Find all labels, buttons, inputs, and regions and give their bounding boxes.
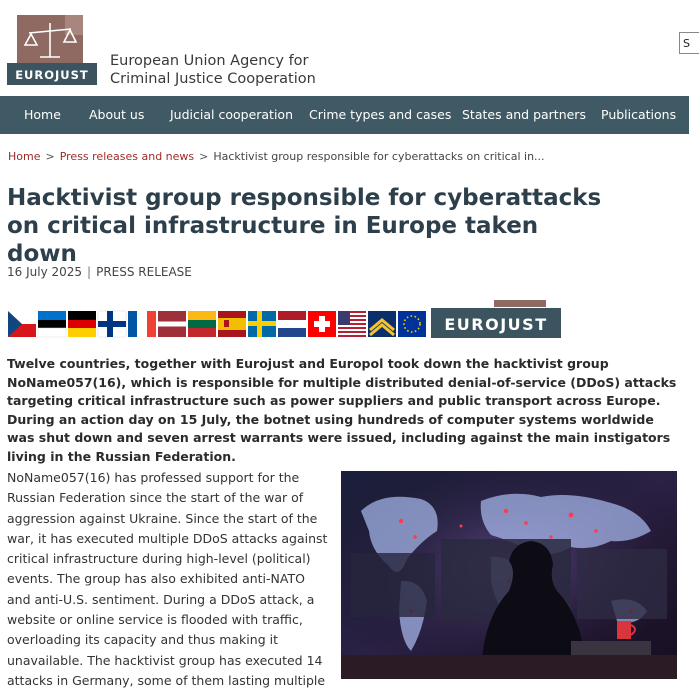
breadcrumb-separator: >	[45, 150, 55, 163]
breadcrumb-press-releases[interactable]: Press releases and news	[59, 150, 195, 163]
breadcrumb-separator: >	[199, 150, 209, 163]
latvia-flag	[158, 311, 186, 337]
article-type: PRESS RELEASE	[96, 265, 192, 279]
france-flag	[128, 311, 156, 337]
page-title-line2: on critical infrastructure in Europe taken down	[7, 213, 539, 267]
eurojust-logo[interactable]	[7, 13, 97, 86]
page-title-line1: Hacktivist group responsible for cyberattacks	[7, 185, 602, 211]
agency-name	[110, 52, 316, 88]
agency-name-line1: European Union Agency for	[110, 53, 309, 69]
nav-item-home[interactable]: Home	[24, 107, 61, 122]
banner-logo-wordmark: EUROJUST	[444, 315, 548, 334]
nav-item-about-us[interactable]: About us	[89, 107, 145, 122]
article-body: NoName057(16) has professed support for the Russian Federation since the start of the war of aggression against Ukraine. Since the start of the war, it has executed multiple DDoS attacks against critical infrastructure during high-level (political) events. The group has also exhibited anti-NATO and anti-U.S. sentiment. During a DDoS attack, a website or online service is flooded with traffic, overloading its capacity and thus making it unavailable. The hacktivist group has executed 14 attacks in Germany, some of them lasting multiple	[7, 470, 328, 688]
article-meta	[7, 265, 192, 279]
page-title	[7, 184, 607, 268]
site-header	[0, 0, 689, 96]
germany-flag	[68, 311, 96, 337]
breadcrumb-home[interactable]: Home	[8, 150, 41, 163]
agency-name-line2: Criminal Justice Cooperation	[110, 71, 316, 87]
estonia-flag	[38, 311, 66, 337]
europol-emblem	[368, 311, 396, 337]
switzerland-flag	[308, 311, 336, 337]
czechia-flag	[8, 311, 36, 337]
netherlands-flag	[278, 311, 306, 337]
article-hero-image	[341, 471, 677, 679]
breadcrumb-current: Hacktivist group responsible for cyberattacks on critical in...	[213, 150, 545, 163]
usa-flag	[338, 311, 366, 337]
finland-flag	[98, 311, 126, 337]
breadcrumb	[8, 150, 545, 163]
sweden-flag	[248, 311, 276, 337]
publish-date: 16 July 2025	[7, 265, 83, 279]
lithuania-flag	[188, 311, 216, 337]
nav-item-publications[interactable]: Publications	[601, 107, 677, 122]
eu-flag	[398, 311, 426, 337]
nav-item-judicial-cooperation[interactable]: Judicial cooperation	[170, 107, 294, 122]
nav-item-crime-types[interactable]: Crime types and cases	[309, 107, 452, 122]
article-lead: Twelve countries, together with Eurojust and Europol took down the hacktivist group NoName057(16), which is responsible for multiple distributed denial-of-service (DDoS) attacks targeting critical infrastructure such as power suppliers and public transport across Europe. During an action day on 15 July, the botnet using hundreds of computer systems worldwide was shut down and seven arrest warrants were issued, including against the main instigators living in the Russian Federation.	[7, 356, 677, 464]
main-navigation	[0, 96, 689, 134]
logo-wordmark: EUROJUST	[15, 68, 89, 82]
meta-separator: |	[87, 265, 92, 279]
nav-item-states-partners[interactable]: States and partners	[462, 107, 586, 122]
spain-flag	[218, 311, 246, 337]
participating-countries-banner	[8, 300, 563, 340]
banner-eurojust-logo	[431, 300, 561, 338]
search-input[interactable]: S	[679, 32, 699, 54]
